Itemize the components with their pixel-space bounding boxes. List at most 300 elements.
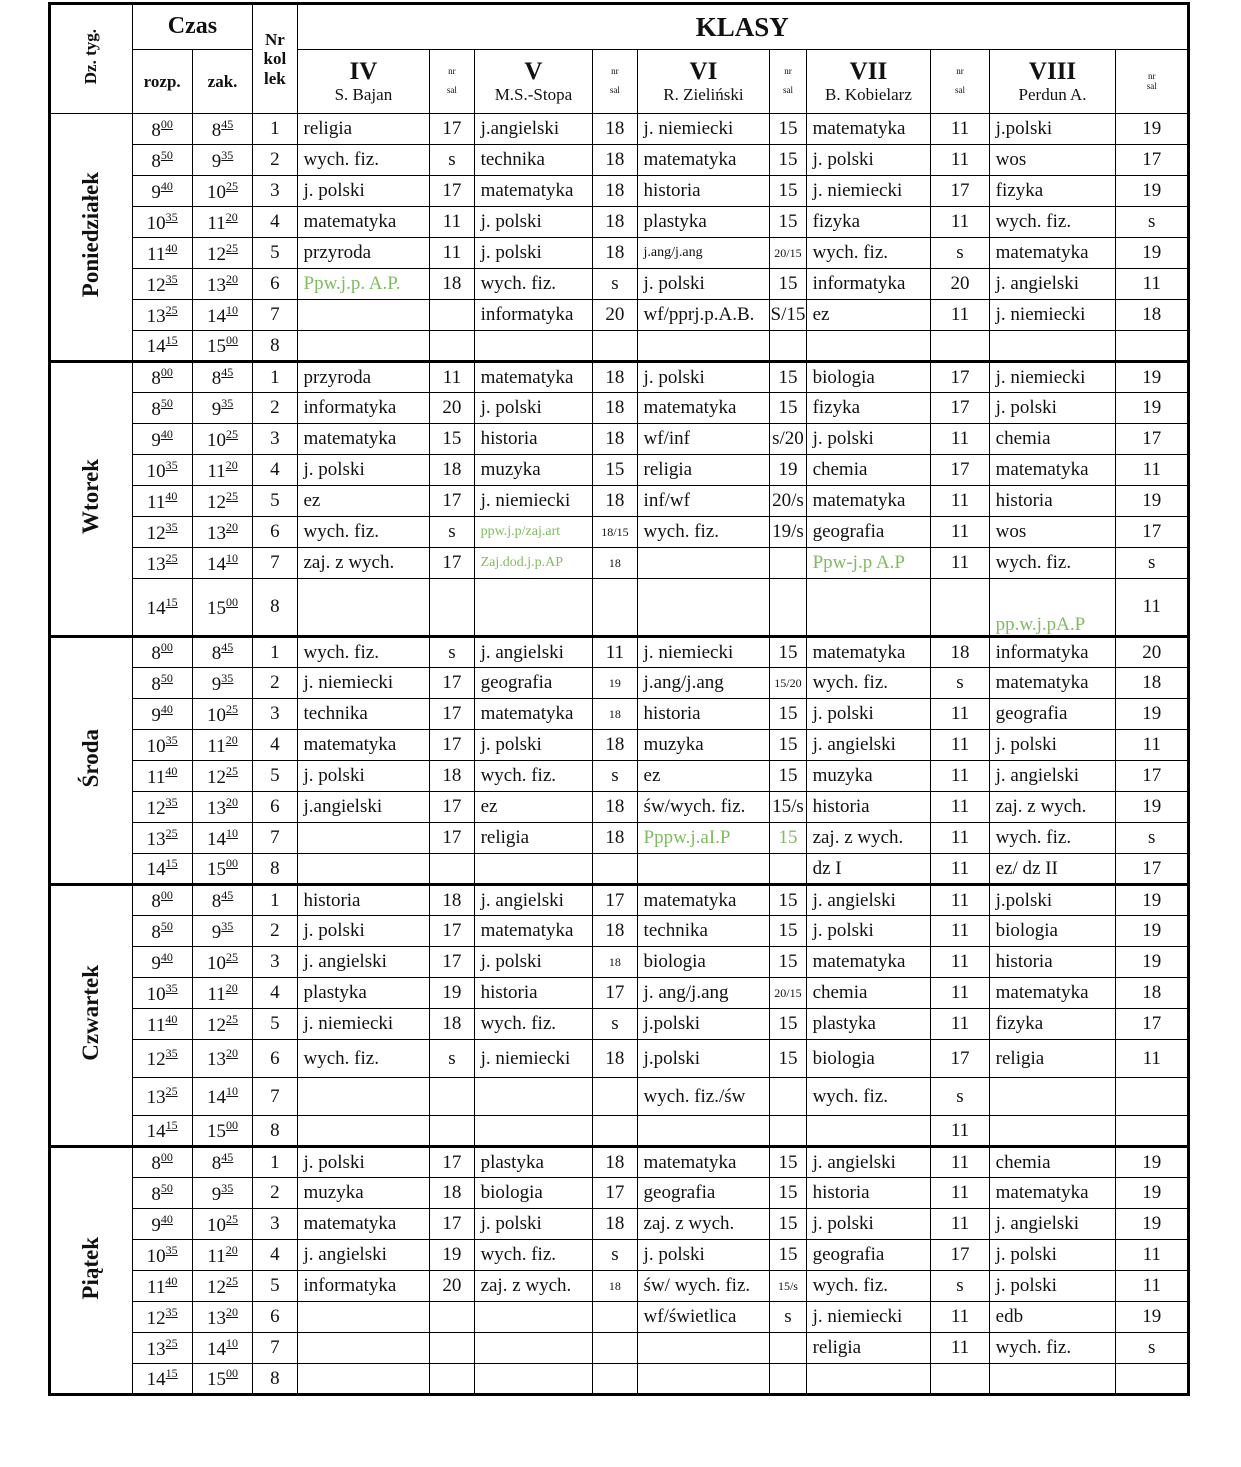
subject: historia (989, 947, 1116, 978)
subject: j. polski (474, 238, 593, 269)
start-time: $8^{00}$ (132, 362, 192, 393)
room-number: 18 (593, 1209, 637, 1240)
subject: j. niemiecki (297, 668, 430, 699)
lesson-row (50, 699, 1189, 730)
subject (989, 1116, 1116, 1147)
room-number: 11 (931, 947, 989, 978)
end-time-header: zak. (192, 50, 252, 114)
subject: św/ wych. fiz. (637, 1271, 770, 1302)
room-number: s (931, 1271, 989, 1302)
subject (474, 1116, 593, 1147)
room-number: 19 (1116, 114, 1189, 145)
room-number (430, 1116, 474, 1147)
room-number: 19 (1116, 885, 1189, 916)
subject: ez (637, 761, 770, 792)
room-number: 15 (593, 455, 637, 486)
room-number: 17 (430, 548, 474, 579)
end-time: $14^{10}$ (192, 1078, 252, 1116)
end-time: $11^{20}$ (192, 730, 252, 761)
lesson-row (50, 1364, 1189, 1395)
subject: plastyka (474, 1147, 593, 1178)
room-number: 11 (593, 637, 637, 668)
room-number: 18 (430, 269, 474, 300)
day-name-cell (50, 885, 133, 1147)
subject: j. polski (637, 1240, 770, 1271)
subject: wych. fiz. (989, 823, 1116, 854)
room-number: 18 (931, 637, 989, 668)
subject: przyroda (297, 362, 430, 393)
subject: wych. fiz. (297, 145, 430, 176)
room-number: 19 (1116, 916, 1189, 947)
subject: matematyka (989, 455, 1116, 486)
end-time: $8^{45}$ (192, 1147, 252, 1178)
subject: muzyka (806, 761, 931, 792)
room-number: 19 (430, 978, 474, 1009)
subject: geografia (806, 1240, 931, 1271)
room-number: 19 (1116, 1178, 1189, 1209)
room-number (593, 331, 637, 362)
subject: muzyka (637, 730, 770, 761)
subject: j. polski (474, 1209, 593, 1240)
lesson-number: 1 (253, 362, 297, 393)
subject: j. polski (474, 207, 593, 238)
subject: chemia (989, 424, 1116, 455)
room-number: 15 (770, 823, 806, 854)
subject: j. polski (297, 1147, 430, 1178)
end-time: $8^{45}$ (192, 362, 252, 393)
subject: zaj. z wych. (806, 823, 931, 854)
room-number: 19/s (770, 517, 806, 548)
subject: wych. fiz. (474, 269, 593, 300)
subject: Zaj.dod.j.p.AP (474, 548, 593, 579)
subject: religia (637, 455, 770, 486)
end-time: $13^{20}$ (192, 269, 252, 300)
subject: zaj. z wych. (989, 792, 1116, 823)
room-number: 11 (931, 486, 989, 517)
header-row-bottom (50, 50, 1189, 114)
subject: zaj. z wych. (297, 548, 430, 579)
start-time: $12^{35}$ (132, 792, 192, 823)
lesson-number: 4 (253, 730, 297, 761)
room-number: s (770, 1302, 806, 1333)
end-time: $13^{20}$ (192, 792, 252, 823)
room-number: s (593, 761, 637, 792)
subject: j.polski (989, 885, 1116, 916)
room-number: 11 (931, 1333, 989, 1364)
room-number (593, 1078, 637, 1116)
subject: matematyka (806, 114, 931, 145)
start-time: $11^{40}$ (132, 486, 192, 517)
room-number: s (1116, 1333, 1189, 1364)
day-name: Piątek (78, 1236, 104, 1300)
lesson-number: 3 (253, 699, 297, 730)
subject: j. niemiecki (297, 1009, 430, 1040)
lesson-row (50, 1178, 1189, 1209)
room-number: 20 (593, 300, 637, 331)
room-number: 17 (1116, 145, 1189, 176)
lesson-row (50, 730, 1189, 761)
room-number: 18 (593, 916, 637, 947)
lesson-row (50, 947, 1189, 978)
day-name-cell (50, 362, 133, 637)
end-time: $13^{20}$ (192, 517, 252, 548)
subject: wych. fiz. (806, 668, 931, 699)
lesson-row (50, 579, 1189, 637)
room-number: 11 (931, 517, 989, 548)
room-number: 11 (1116, 455, 1189, 486)
room-number: 18 (593, 1040, 637, 1078)
end-time: $8^{45}$ (192, 885, 252, 916)
subject: wf/inf (637, 424, 770, 455)
room-number: 18 (593, 207, 637, 238)
room-number: 19 (1116, 1302, 1189, 1333)
lesson-number: 4 (253, 978, 297, 1009)
subject: matematyka (989, 1178, 1116, 1209)
room-number: 11 (430, 362, 474, 393)
start-time: $11^{40}$ (132, 1271, 192, 1302)
subject (297, 1078, 430, 1116)
subject: j. niemiecki (806, 176, 931, 207)
subject (637, 1333, 770, 1364)
subject: św/wych. fiz. (637, 792, 770, 823)
room-number: 19 (1116, 699, 1189, 730)
end-time: $9^{35}$ (192, 393, 252, 424)
lesson-number: 4 (253, 455, 297, 486)
lesson-row (50, 1147, 1189, 1178)
room-number: 15 (770, 362, 806, 393)
lesson-row (50, 1333, 1189, 1364)
room-number: s (430, 145, 474, 176)
room-number (593, 1333, 637, 1364)
subject: matematyka (989, 238, 1116, 269)
subject: matematyka (474, 176, 593, 207)
lesson-number: 5 (253, 1271, 297, 1302)
subject: informatyka (989, 637, 1116, 668)
subject: wf/pprj.p.A.B. (637, 300, 770, 331)
room-number: 18 (593, 114, 637, 145)
subject: matematyka (989, 668, 1116, 699)
room-number: 15 (770, 1209, 806, 1240)
subject: j. polski (806, 1209, 931, 1240)
subject (806, 1364, 931, 1395)
subject: j. angielski (297, 947, 430, 978)
room-number: 11 (931, 1302, 989, 1333)
start-time: $8^{50}$ (132, 145, 192, 176)
start-time: $14^{15}$ (132, 579, 192, 637)
room-number (430, 1078, 474, 1116)
room-number: 11 (430, 207, 474, 238)
subject: biologia (806, 362, 931, 393)
lesson-number: 1 (253, 114, 297, 145)
room-number: 18 (593, 792, 637, 823)
lesson-row (50, 486, 1189, 517)
room-number: s (430, 1040, 474, 1078)
room-number: 17 (430, 114, 474, 145)
room-number: 17 (430, 176, 474, 207)
subject (297, 1333, 430, 1364)
room-number: 15 (770, 145, 806, 176)
room-number: 20 (430, 393, 474, 424)
lesson-number: 7 (253, 823, 297, 854)
subject: j. polski (989, 393, 1116, 424)
subject: wych. fiz. (297, 1040, 430, 1078)
subject: j. angielski (474, 637, 593, 668)
class-vi-header: VI R. Zieliński (637, 50, 770, 114)
room-number: 11 (1116, 269, 1189, 300)
room-number (770, 1078, 806, 1116)
room-number: 11 (931, 548, 989, 579)
room-number: 17 (593, 885, 637, 916)
lesson-number: 6 (253, 1040, 297, 1078)
lesson-number: 1 (253, 885, 297, 916)
end-time: $11^{20}$ (192, 207, 252, 238)
end-time: $15^{00}$ (192, 331, 252, 362)
room-number: 19 (1116, 792, 1189, 823)
subject: matematyka (806, 637, 931, 668)
room-number: 17 (931, 362, 989, 393)
subject: Pppw.j.aI.P (637, 823, 770, 854)
room-number (770, 579, 806, 637)
room-number: 11 (931, 1178, 989, 1209)
room-number: 17 (1116, 517, 1189, 548)
room-number: s (593, 269, 637, 300)
lesson-row (50, 1009, 1189, 1040)
room-number (1116, 1364, 1189, 1395)
subject: wych. fiz. (989, 207, 1116, 238)
subject (989, 331, 1116, 362)
room-number: s (593, 1009, 637, 1040)
start-time: $10^{35}$ (132, 207, 192, 238)
lesson-row (50, 854, 1189, 885)
subject: muzyka (474, 455, 593, 486)
lesson-row (50, 393, 1189, 424)
end-time: $8^{45}$ (192, 114, 252, 145)
subject: historia (989, 486, 1116, 517)
subject (297, 1302, 430, 1333)
room-number: 15 (770, 916, 806, 947)
room-number: 11 (931, 424, 989, 455)
room-header: nr sal (1116, 50, 1189, 114)
room-number: 17 (430, 823, 474, 854)
start-time: $14^{15}$ (132, 331, 192, 362)
subject: wych. fiz. (474, 761, 593, 792)
room-number: 18 (593, 823, 637, 854)
subject: religia (989, 1040, 1116, 1078)
start-time: $10^{35}$ (132, 978, 192, 1009)
subject: j. polski (474, 730, 593, 761)
room-number: s/20 (770, 424, 806, 455)
start-time: $12^{35}$ (132, 517, 192, 548)
subject: j.ang/j.ang (637, 238, 770, 269)
subject: j. niemiecki (989, 362, 1116, 393)
subject: religia (474, 823, 593, 854)
subject: j. niemiecki (474, 486, 593, 517)
lesson-number: 3 (253, 1209, 297, 1240)
subject (474, 1333, 593, 1364)
subject: pp.w.j.pA.P (989, 579, 1116, 637)
subject: technika (297, 699, 430, 730)
room-number: 11 (931, 1209, 989, 1240)
subject: j. polski (989, 730, 1116, 761)
room-number (430, 331, 474, 362)
subject: j. polski (297, 916, 430, 947)
subject: wych. fiz./św (637, 1078, 770, 1116)
room-number: 18 (430, 1009, 474, 1040)
room-number: s (593, 1240, 637, 1271)
subject: matematyka (297, 1209, 430, 1240)
room-number: 17 (931, 455, 989, 486)
subject: ez (806, 300, 931, 331)
lesson-number: 5 (253, 238, 297, 269)
room-number: 11 (430, 238, 474, 269)
subject: plastyka (637, 207, 770, 238)
room-number: 20/s (770, 486, 806, 517)
start-time: $13^{25}$ (132, 300, 192, 331)
subject (474, 1302, 593, 1333)
subject: inf/wf (637, 486, 770, 517)
subject: j. angielski (297, 1240, 430, 1271)
lesson-row (50, 424, 1189, 455)
lesson-number: 3 (253, 424, 297, 455)
room-number (931, 579, 989, 637)
room-number (770, 1116, 806, 1147)
classes-header: KLASY (297, 4, 1189, 50)
end-time: $12^{25}$ (192, 486, 252, 517)
start-time: $12^{35}$ (132, 269, 192, 300)
room-number: 17 (593, 1178, 637, 1209)
room-number: 11 (931, 114, 989, 145)
room-number: 18 (593, 1271, 637, 1302)
subject: historia (297, 885, 430, 916)
lesson-number: 2 (253, 393, 297, 424)
subject: matematyka (806, 486, 931, 517)
start-time: $11^{40}$ (132, 238, 192, 269)
room-number: 17 (931, 1240, 989, 1271)
subject: informatyka (474, 300, 593, 331)
subject: fizyka (989, 176, 1116, 207)
room-number: 11 (931, 916, 989, 947)
subject: matematyka (806, 947, 931, 978)
lesson-row (50, 517, 1189, 548)
room-number (931, 331, 989, 362)
room-number: 11 (931, 885, 989, 916)
subject (806, 1116, 931, 1147)
subject (806, 579, 931, 637)
start-time: $14^{15}$ (132, 1364, 192, 1395)
subject: biologia (474, 1178, 593, 1209)
room-number: 11 (931, 145, 989, 176)
subject: fizyka (806, 393, 931, 424)
time-header: Czas (132, 4, 253, 50)
lesson-row (50, 269, 1189, 300)
end-time: $10^{25}$ (192, 176, 252, 207)
start-time: $8^{50}$ (132, 1178, 192, 1209)
end-time: $13^{20}$ (192, 1302, 252, 1333)
room-number: 17 (430, 1147, 474, 1178)
lesson-row (50, 176, 1189, 207)
lesson-number: 8 (253, 1364, 297, 1395)
room-number: 19 (593, 668, 637, 699)
subject: zaj. z wych. (637, 1209, 770, 1240)
subject (474, 579, 593, 637)
subject: technika (474, 145, 593, 176)
room-number: 18 (593, 362, 637, 393)
subject: j.polski (989, 114, 1116, 145)
day-name-cell (50, 114, 133, 362)
subject: dz I (806, 854, 931, 885)
end-time: $14^{10}$ (192, 823, 252, 854)
end-time: $10^{25}$ (192, 1209, 252, 1240)
end-time: $10^{25}$ (192, 424, 252, 455)
room-number (931, 1364, 989, 1395)
lesson-number: 8 (253, 331, 297, 362)
lesson-row (50, 300, 1189, 331)
end-time: $14^{10}$ (192, 548, 252, 579)
subject: wos (989, 145, 1116, 176)
room-number: 15 (770, 730, 806, 761)
lesson-number: 2 (253, 1178, 297, 1209)
subject: j. polski (806, 699, 931, 730)
subject: informatyka (297, 393, 430, 424)
subject: plastyka (297, 978, 430, 1009)
subject: wych. fiz. (806, 1271, 931, 1302)
subject: historia (637, 176, 770, 207)
end-time: $9^{35}$ (192, 145, 252, 176)
subject: chemia (806, 978, 931, 1009)
room-number: 17 (430, 668, 474, 699)
subject (637, 1116, 770, 1147)
room-number: s (430, 517, 474, 548)
start-time: $9^{40}$ (132, 947, 192, 978)
subject: j.polski (637, 1040, 770, 1078)
subject: wos (989, 517, 1116, 548)
subject: matematyka (637, 885, 770, 916)
room-number (770, 548, 806, 579)
lesson-number: 4 (253, 1240, 297, 1271)
room-number: s (1116, 548, 1189, 579)
lesson-row (50, 761, 1189, 792)
subject: biologia (989, 916, 1116, 947)
subject (637, 331, 770, 362)
subject: j. niemiecki (637, 114, 770, 145)
lesson-number: 6 (253, 1302, 297, 1333)
lesson-row (50, 823, 1189, 854)
room-number: 18 (593, 393, 637, 424)
start-time: $12^{35}$ (132, 1040, 192, 1078)
room-number: s (430, 637, 474, 668)
room-number: 19 (1116, 393, 1189, 424)
start-time: $9^{40}$ (132, 424, 192, 455)
lesson-number: 2 (253, 668, 297, 699)
subject: j. angielski (806, 885, 931, 916)
lesson-number: 7 (253, 300, 297, 331)
end-time: $9^{35}$ (192, 1178, 252, 1209)
room-number: 17 (430, 486, 474, 517)
start-time: $13^{25}$ (132, 823, 192, 854)
room-number: 18 (430, 1178, 474, 1209)
subject: biologia (637, 947, 770, 978)
class-iv-header: IV S. Bajan (297, 50, 430, 114)
room-number (593, 1364, 637, 1395)
lesson-row (50, 1302, 1189, 1333)
end-time: $11^{20}$ (192, 455, 252, 486)
subject: biologia (806, 1040, 931, 1078)
start-time: $9^{40}$ (132, 699, 192, 730)
start-time: $13^{25}$ (132, 1333, 192, 1364)
start-time: $8^{00}$ (132, 114, 192, 145)
day-name: Czwartek (78, 965, 104, 1061)
day-name-cell (50, 637, 133, 885)
